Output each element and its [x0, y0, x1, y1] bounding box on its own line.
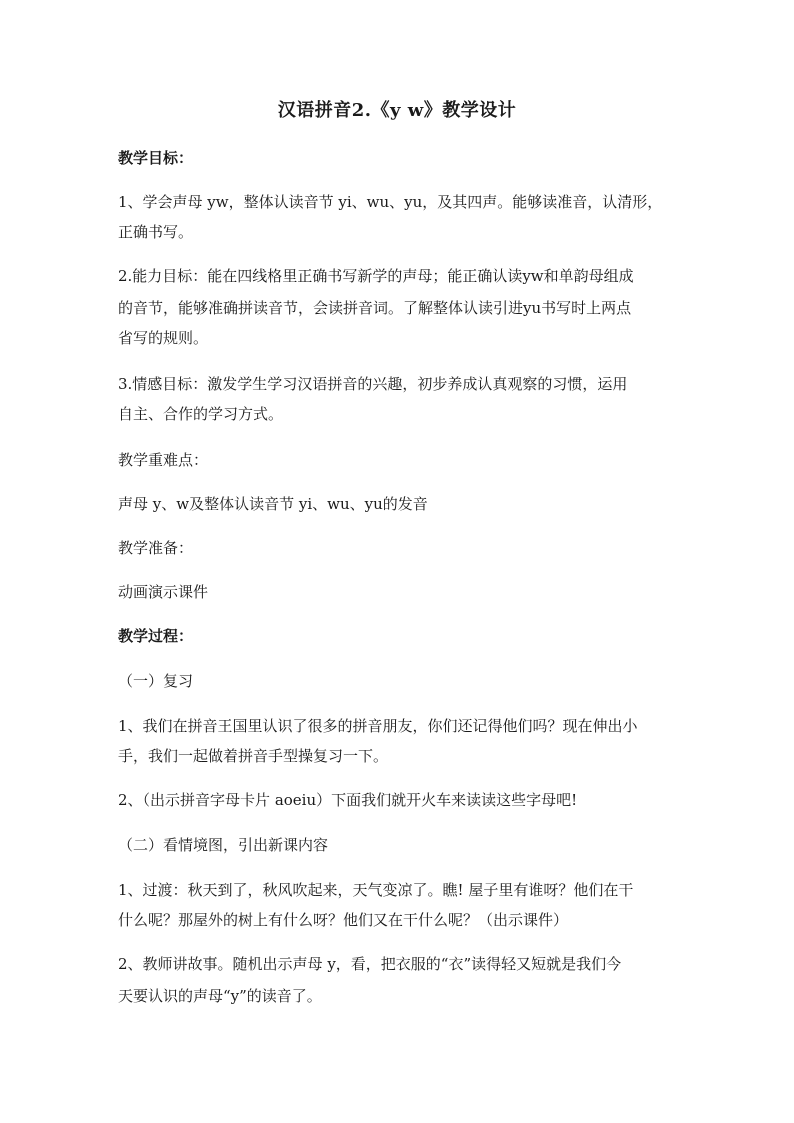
section2-item1-line1: 1、过渡：秋天到了，秋风吹起来，天气变凉了。瞧! 屋子里有谁呀？他们在干: [118, 881, 634, 899]
section2-item2-line1: 2、教师讲故事。随机出示声母 y，看，把衣服的“衣”读得轻又短就是我们今: [118, 955, 622, 973]
key-points-text: 声母 y、w及整体认读音节 yi、wu、yu的发音: [118, 495, 428, 513]
section2-item1-line2: 什么呢？那屋外的树上有什么呀？他们又在干什么呢？（出示课件）: [118, 911, 569, 929]
section1-item1-line2: 手，我们一起做着拼音手型操复习一下。: [118, 747, 389, 765]
key-points-heading: 教学重难点：: [118, 451, 209, 469]
objective2-line3: 省写的规则。: [118, 329, 209, 347]
preparation-text: 动画演示课件: [118, 583, 209, 601]
process-heading: 教学过程：: [118, 627, 194, 645]
section1-heading: （一）复习: [118, 672, 194, 690]
objective1-line2: 正确书写。: [118, 223, 194, 241]
objective2-line2: 的音节，能够准确拼读音节，会读拼音词。了解整体认读引进yu书写时上两点: [118, 299, 632, 317]
objective3-line2: 自主、合作的学习方式。: [118, 405, 284, 423]
objectives-heading: 教学目标：: [118, 149, 194, 167]
section2-heading: （二）看情境图，引出新课内容: [118, 836, 329, 854]
document-title: 汉语拼音2.《y w》教学设计: [277, 100, 517, 121]
preparation-heading: 教学准备：: [118, 539, 194, 557]
section1-item1-line1: 1、我们在拼音王国里认识了很多的拼音朋友，你们还记得他们吗？现在伸出小: [118, 717, 638, 735]
objective2-line1: 2.能力目标：能在四线格里正确书写新学的声母；能正确认读yw和单韵母组成: [118, 267, 634, 285]
objective3-line1: 3.情感目标：激发学生学习汉语拼音的兴趣，初步养成认真观察的习惯，运用: [118, 375, 628, 393]
objective1-line1: 1、学会声母 yw，整体认读音节 yi、wu、yu，及其四声。能够读准音，认清形，: [118, 193, 663, 211]
section1-item2: 2、（出示拼音字母卡片 aoeiu）下面我们就开火车来读读这些字母吧!: [118, 791, 578, 809]
section2-item2-line2: 天要认识的声母“y”的读音了。: [118, 987, 322, 1005]
